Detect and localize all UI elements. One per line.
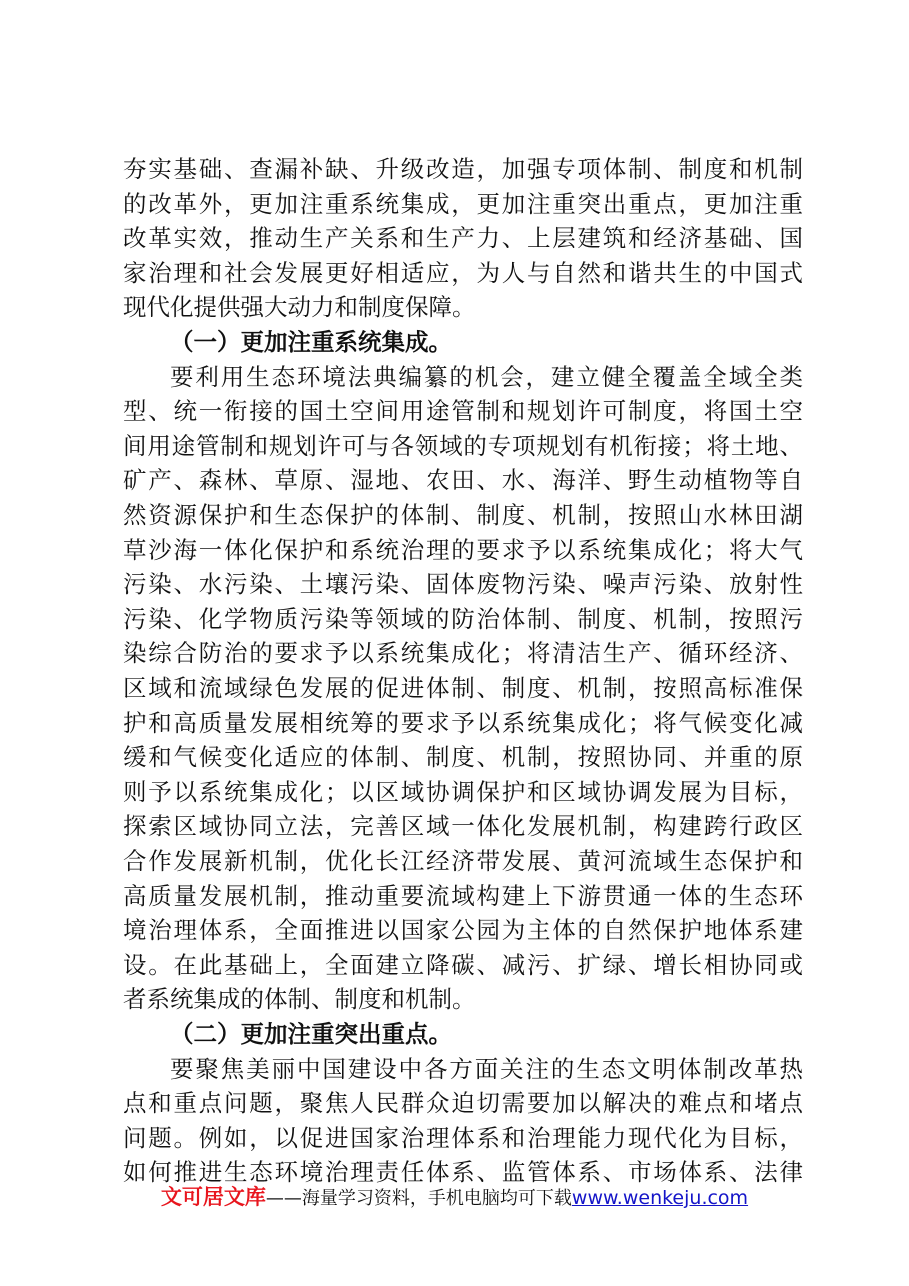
- footer-banner: [0, 1180, 909, 1214]
- paragraph-line: 型、统一衔接的国土空间用途管制和规划许可制度，将国土空: [123, 397, 803, 425]
- paragraph-line: 则予以系统集成化；以区域协调保护和区域协调发展为目标，: [123, 778, 803, 806]
- paragraph-line: 护和高质量发展相统筹的要求予以系统集成化；将气候变化减: [123, 709, 803, 737]
- paragraph-line: 夯实基础、查漏补缺、升级改造，加强专项体制、制度和机制: [123, 155, 803, 183]
- paragraph-line: 要利用生态环境法典编纂的机会，建立健全覆盖全域全类: [170, 363, 803, 391]
- paragraph-line: 如何推进生态环境治理责任体系、监管体系、市场体系、法律: [123, 1158, 803, 1186]
- paragraph-line: 合作发展新机制，优化长江经济带发展、黄河流域生态保护和: [123, 847, 803, 875]
- paragraph-line: 境治理体系，全面推进以国家公园为主体的自然保护地体系建: [123, 916, 803, 944]
- paragraph-line: 污染、化学物质污染等领域的防治体制、制度、机制，按照污: [123, 605, 803, 633]
- paragraph-line: 家治理和社会发展更好相适应，为人与自然和谐共生的中国式: [123, 259, 803, 287]
- footer-tagline: ——海量学习资料，手机电脑均可下载: [265, 1188, 572, 1209]
- footer-site-link[interactable]: www.wenkeju.com: [571, 1187, 749, 1209]
- paragraph-line: 现代化提供强大动力和制度保障。: [123, 293, 476, 321]
- paragraph-line: 染综合防治的要求予以系统集成化；将清洁生产、循环经济、: [123, 639, 803, 667]
- paragraph-line: 缓和气候变化适应的体制、制度、机制，按照协同、并重的原: [123, 743, 803, 771]
- section-heading: （二）更加注重突出重点。: [170, 1020, 452, 1048]
- paragraph-line: 区域和流域绿色发展的促进体制、制度、机制，按照高标准保: [123, 674, 803, 702]
- paragraph-line: 污染、水污染、土壤污染、固体废物污染、噪声污染、放射性: [123, 570, 803, 598]
- section-heading: （一）更加注重系统集成。: [170, 328, 452, 356]
- paragraph-line: 点和重点问题，聚焦人民群众迫切需要加以解决的难点和堵点: [123, 1089, 803, 1117]
- paragraph-line: 要聚焦美丽中国建设中各方面关注的生态文明体制改革热: [170, 1055, 803, 1083]
- paragraph-line: 探索区域协同立法，完善区域一体化发展机制，构建跨行政区: [123, 812, 803, 840]
- paragraph-line: 然资源保护和生态保护的体制、制度、机制，按照山水林田湖: [123, 501, 803, 529]
- paragraph-line: 间用途管制和规划许可与各领域的专项规划有机衔接；将土地、: [123, 432, 803, 460]
- paragraph-line: 者系统集成的体制、制度和机制。: [123, 985, 476, 1013]
- paragraph-line: 改革实效，推动生产关系和生产力、上层建筑和经济基础、国: [123, 224, 803, 252]
- footer-brand: 文可居文库: [160, 1185, 266, 1209]
- paragraph-line: 矿产、森林、草原、湿地、农田、水、海洋、野生动植物等自: [123, 466, 803, 494]
- paragraph-line: 的改革外，更加注重系统集成，更加注重突出重点，更加注重: [123, 190, 803, 218]
- paragraph-line: 高质量发展机制，推动重要流域构建上下游贯通一体的生态环: [123, 882, 803, 910]
- paragraph-line: 草沙海一体化保护和系统治理的要求予以系统集成化；将大气: [123, 536, 803, 564]
- paragraph-line: 设。在此基础上，全面建立降碳、减污、扩绿、增长相协同或: [123, 951, 803, 979]
- paragraph-line: 问题。例如，以促进国家治理体系和治理能力现代化为目标，: [123, 1124, 803, 1152]
